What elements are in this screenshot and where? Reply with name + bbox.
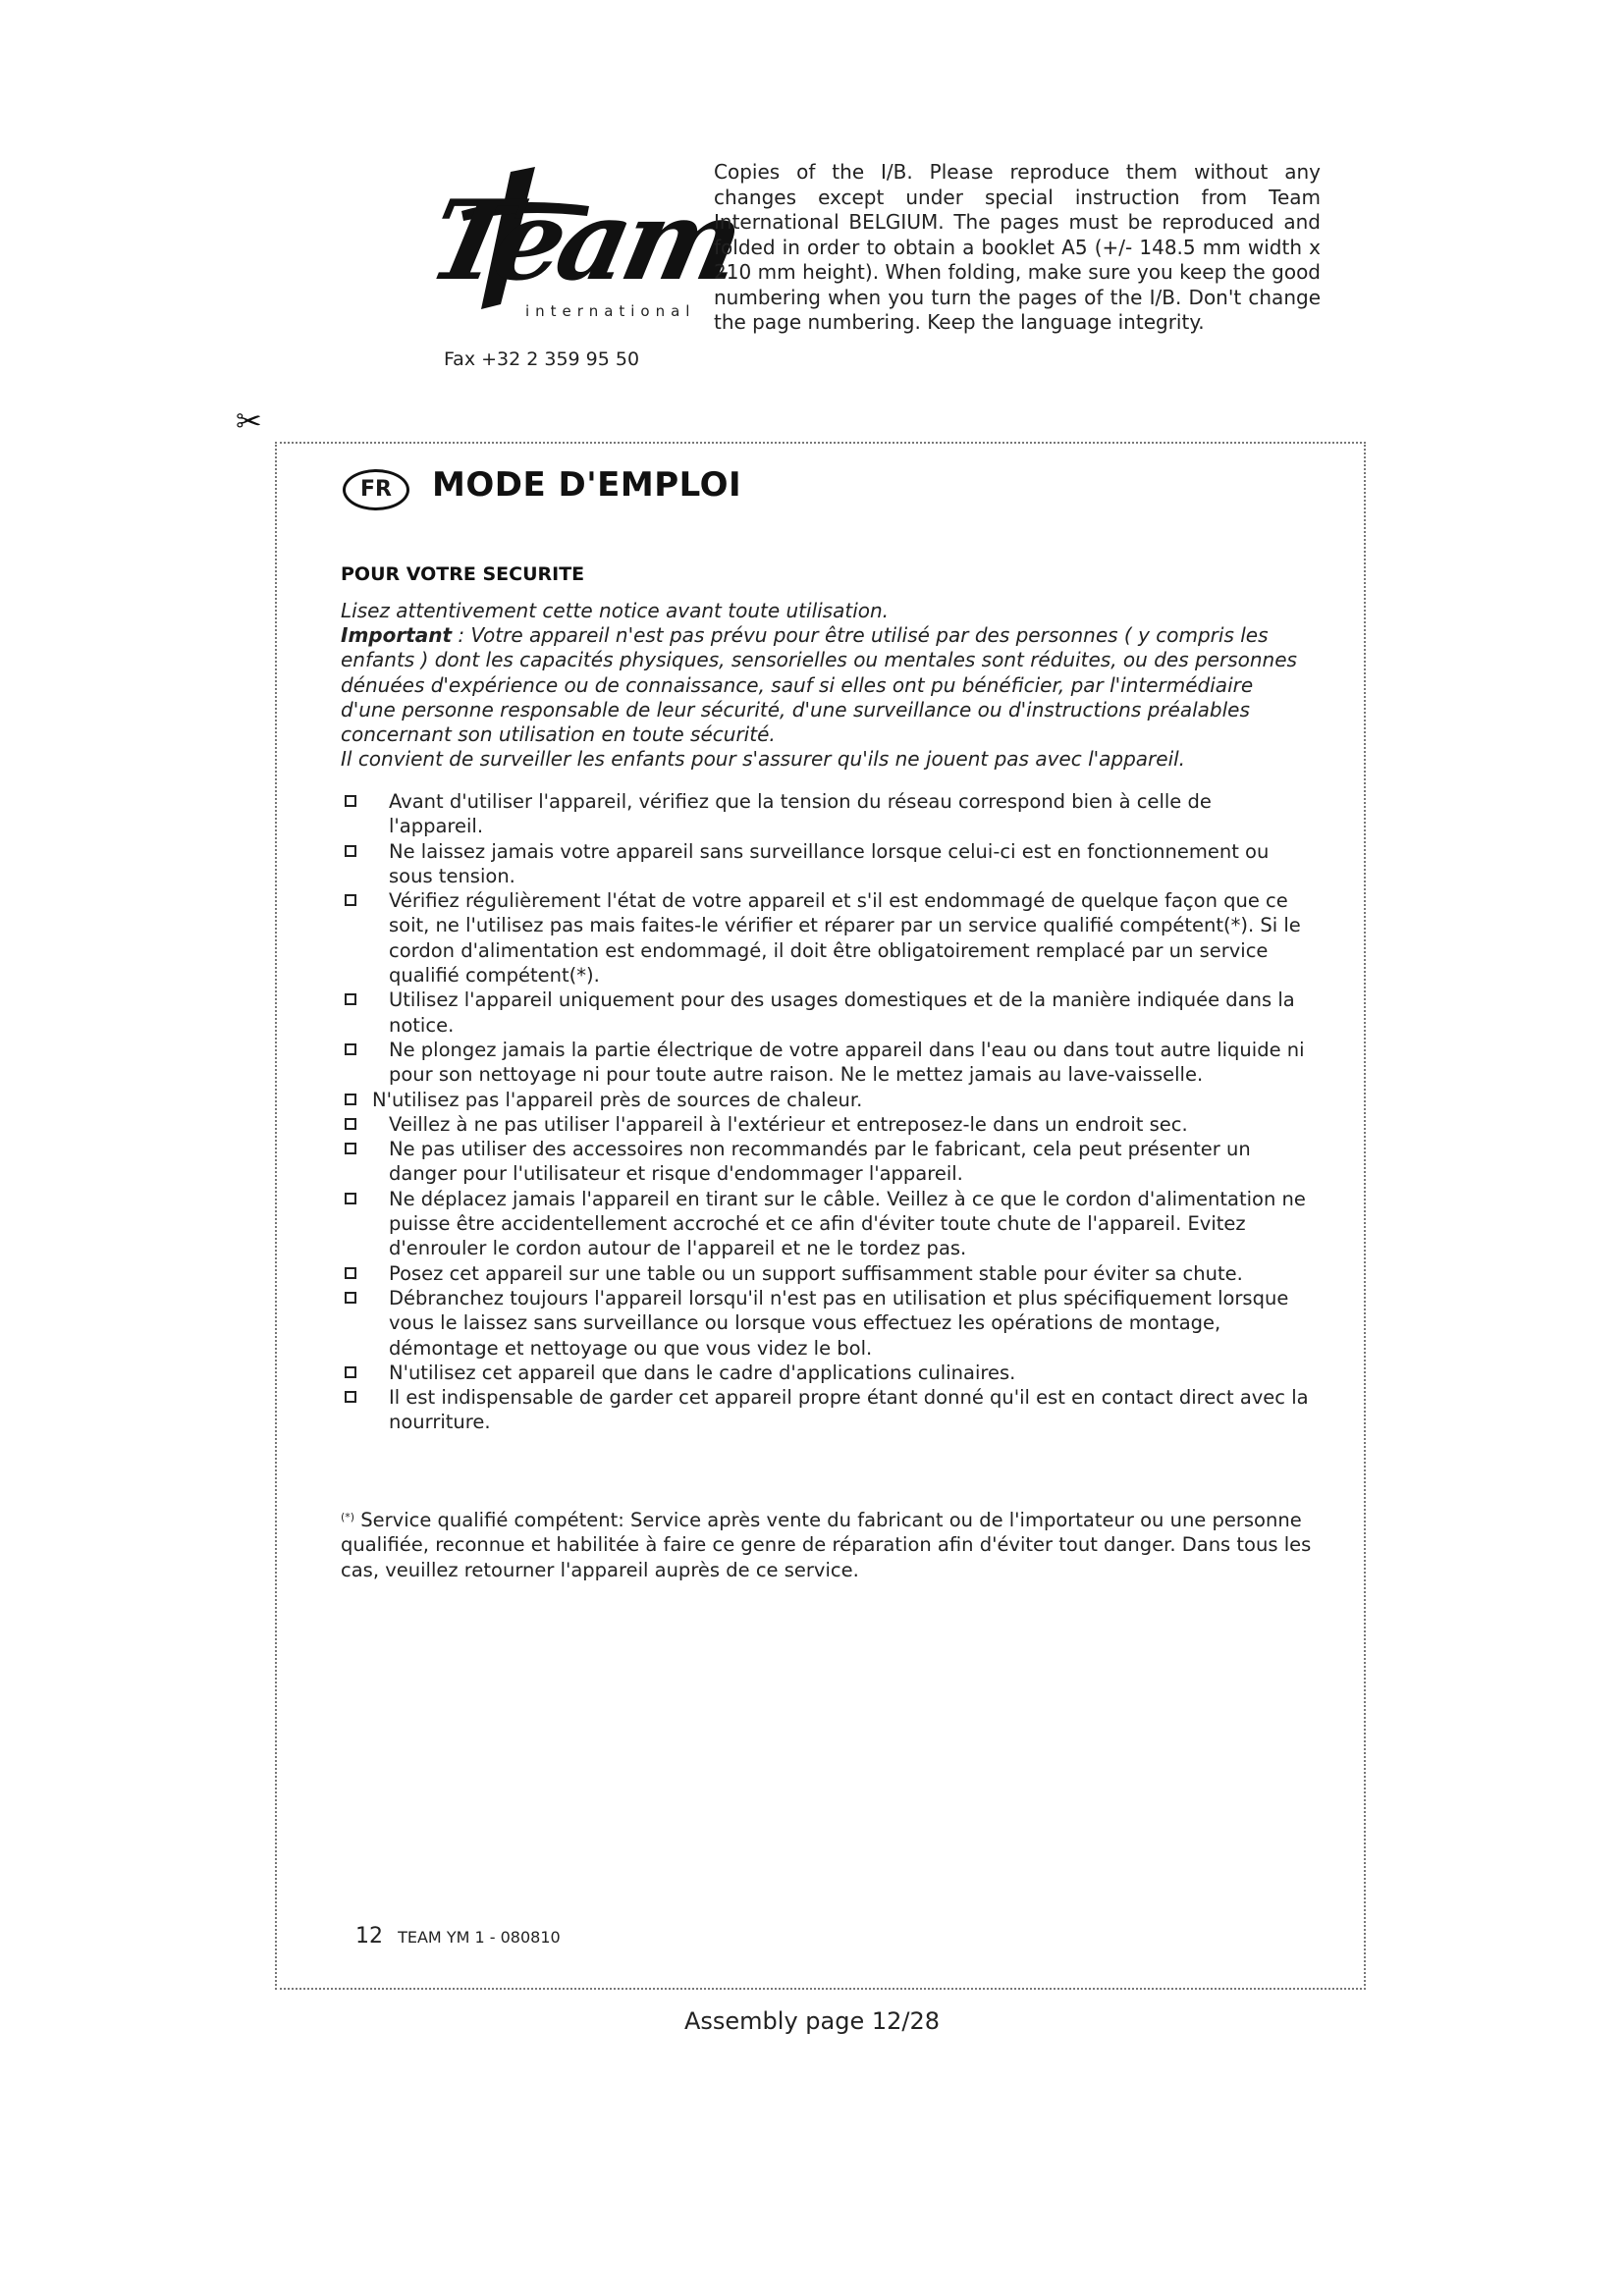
checkbox-bullet-icon <box>345 1043 356 1055</box>
copies-instructions: Copies of the I/B. Please reproduce them without any changes except under special instruction from Team International BELGIUM. The pages must be reproduced and folded in order to obtain a booklet A5 (+/- 148.5 mm width x 210 mm height). When folding, make sure you keep the good numbering when you turn the pages of the I/B. Don't change the page numbering. Keep the language integrity. <box>714 160 1321 334</box>
important-label: Important <box>341 623 453 648</box>
checkbox-bullet-icon <box>345 1094 356 1105</box>
intro-block <box>341 599 1313 772</box>
list-item: Débranchez toujours l'appareil lorsqu'il n'est pas en utilisation et plus spécifiquement lorsque vous le laissez sans surveillance ou lorsque vous effectuez les opérations de montage, démontage et nettoyage ou que vous videz le bol. <box>343 1286 1310 1361</box>
page-footer <box>355 1924 561 1949</box>
checkbox-bullet-icon <box>345 1391 356 1403</box>
language-badge: FR <box>343 469 409 510</box>
assembly-page-label: Assembly page 12/28 <box>683 2007 941 2035</box>
checkbox-bullet-icon <box>345 1292 356 1304</box>
logo-wordmark: Team <box>418 177 749 305</box>
list-item: N'utilisez pas l'appareil près de sources de chaleur. <box>343 1088 1310 1112</box>
list-item: Posez cet appareil sur une table ou un support suffisamment stable pour éviter sa chute. <box>343 1261 1310 1286</box>
footnote-text: Service qualifié compétent: Service après vente du fabricant ou de l'importateur ou une personne qualifiée, reconnue et habilitée à faire ce genre de réparation afin d'éviter tout danger. Dans tous les cas, veuillez retourner l'appareil auprès de ce service. <box>341 1509 1312 1581</box>
list-item: Il est indispensable de garder cet appareil propre étant donné qu'il est en contact direct avec la nourriture. <box>343 1385 1310 1435</box>
page-code: TEAM YM 1 - 080810 <box>398 1928 561 1947</box>
checkbox-bullet-icon <box>345 795 356 807</box>
checkbox-bullet-icon <box>345 1193 356 1204</box>
safety-list <box>343 789 1310 1435</box>
fax-number: Fax +32 2 359 95 50 <box>444 348 640 370</box>
checkbox-bullet-icon <box>345 993 356 1005</box>
list-item: Avant d'utiliser l'appareil, vérifiez que la tension du réseau correspond bien à celle de l'appareil. <box>343 789 1310 839</box>
intro-line: Lisez attentivement cette notice avant toute utilisation. <box>341 599 890 622</box>
list-item: Ne pas utiliser des accessoires non recommandés par le fabricant, cela peut présenter un danger pour l'utilisateur et risque d'endommager l'appareil. <box>343 1137 1310 1187</box>
checkbox-bullet-icon <box>345 1366 356 1378</box>
list-item: Ne plongez jamais la partie électrique de votre appareil dans l'eau ou dans tout autre liquide ni pour son nettoyage ni pour toute autre raison. Ne le mettez jamais au lave-vaisselle. <box>343 1038 1310 1088</box>
important-paragraph <box>341 623 1313 747</box>
checkbox-bullet-icon <box>345 894 356 906</box>
section-heading: POUR VOTRE SECURITE <box>341 563 585 585</box>
list-item: Vérifiez régulièrement l'état de votre appareil et s'il est endommagé de quelque façon que ce soit, ne l'utilisez pas mais faites-le vérifier et réparer par un service qualifié compétent(*). Si le cordon d'alimentation est endommagé, il doit être obligatoirement remplacé par un service qualifié compétent(*). <box>343 888 1310 988</box>
list-item: Utilisez l'appareil uniquement pour des usages domestiques et de la manière indiquée dans la notice. <box>343 988 1310 1038</box>
scissors-icon: ✂ <box>236 402 262 440</box>
page-number: 12 <box>355 1924 383 1949</box>
supervise-line: Il convient de surveiller les enfants pour s'assurer qu'ils ne jouent pas avec l'appareil. <box>341 747 1186 772</box>
team-logo <box>418 147 749 334</box>
list-item: Ne laissez jamais votre appareil sans surveillance lorsque celui-ci est en fonctionnement ou sous tension. <box>343 839 1310 889</box>
important-text: : Votre appareil n'est pas prévu pour être utilisé par des personnes ( y compris les enfants ) dont les capacités physiques, sensorielles ou mentales sont réduites, ou des personnes dénuées d'expérience ou de connaissance, sauf si elles ont pu bénéficier, par l'intermédiaire d'une personne responsable de leur sécurité, d'une surveillance ou d'instructions préalables concernant son utilisation en toute sécurité. <box>341 623 1297 747</box>
checkbox-bullet-icon <box>345 845 356 857</box>
list-item: Veillez à ne pas utiliser l'appareil à l'extérieur et entreposez-le dans un endroit sec. <box>343 1112 1310 1137</box>
footnote-mark: (*) <box>341 1511 355 1523</box>
page-title: MODE D'EMPLOI <box>432 465 742 505</box>
list-item: Ne déplacez jamais l'appareil en tirant sur le câble. Veillez à ce que le cordon d'alimentation ne puisse être accidentellement accroché et ce afin d'éviter toute chute de l'appareil. Evitez d'enrouler le cordon autour de l'appareil et ne le tordez pas. <box>343 1187 1310 1261</box>
checkbox-bullet-icon <box>345 1118 356 1130</box>
logo-subtitle: international <box>525 302 696 320</box>
list-item: N'utilisez cet appareil que dans le cadre d'applications culinaires. <box>343 1361 1310 1385</box>
footnote <box>341 1505 1313 1582</box>
checkbox-bullet-icon <box>345 1143 356 1154</box>
checkbox-bullet-icon <box>345 1267 356 1279</box>
